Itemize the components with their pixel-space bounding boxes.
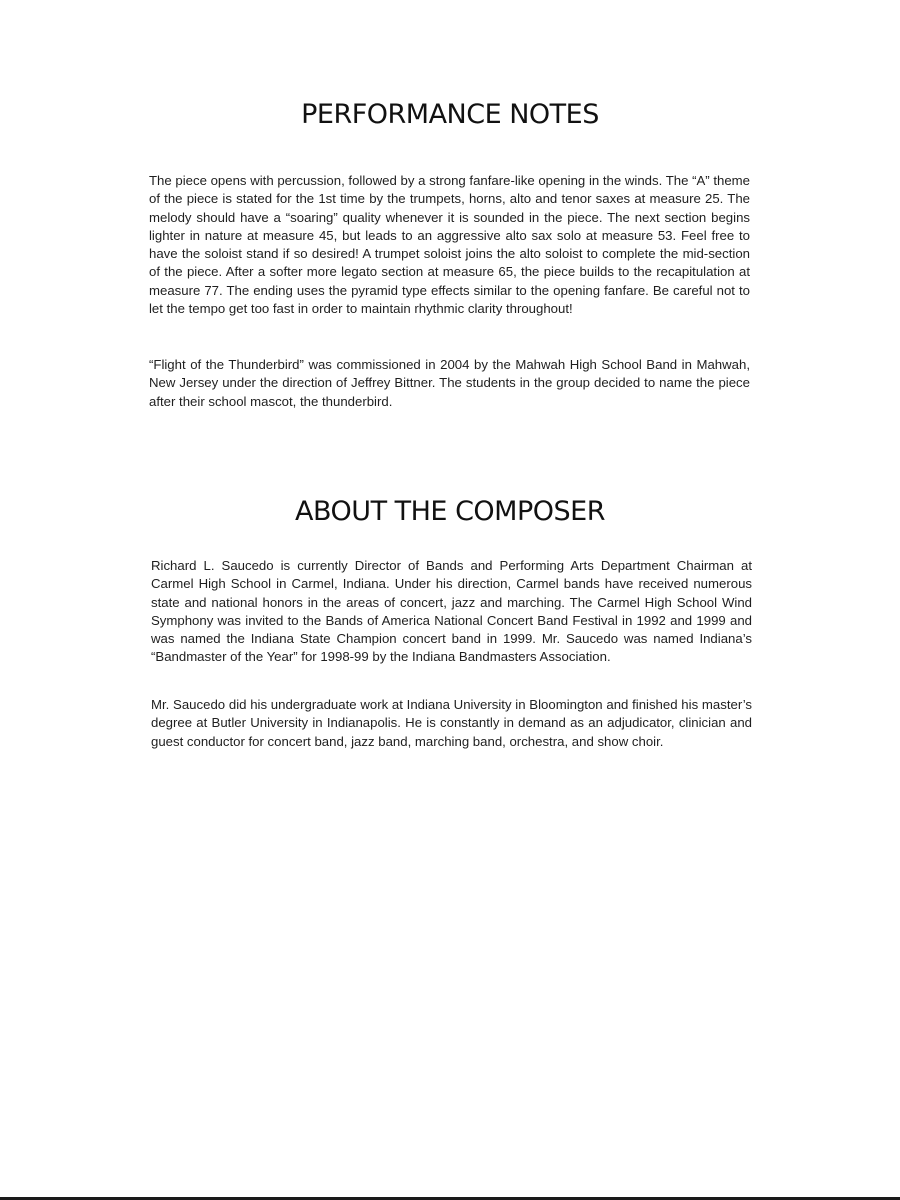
about-composer-heading: ABOUT THE COMPOSER [295, 496, 605, 527]
about-composer-paragraph-2: Mr. Saucedo did his undergraduate work at Indiana University in Bloomington and finished his master’s degree at Butler University in Indianapolis. He is constantly in demand as an adjudicator, clinician and guest conductor for concert band, jazz band, marching band, orchestra, and show choir. [151, 697, 752, 749]
about-composer-paragraph-1: Richard L. Saucedo is currently Director of Bands and Performing Arts Department Chairman at Carmel High School in Carmel, Indiana. Under his direction, Carmel bands have received numerous state and national honors in the areas of concert, jazz and marching. The Carmel High School Wind Symphony was invited to the Bands of America National Concert Band Festival in 1992 and 1999 and was named the Indiana State Champion concert band in 1999. Mr. Saucedo was named Indiana’s “Bandmaster of the Year” for 1998-99 by the Indiana Bandmasters Association. [151, 558, 752, 665]
performance-notes-paragraph-1: The piece opens with percussion, followed by a strong fanfare-like opening in the winds. The “A” theme of the piece is stated for the 1st time by the trumpets, horns, alto and tenor saxes at measure 25. The melody should have a “soaring” quality whenever it is sounded in the piece. The next section begins lighter in nature at measure 45, but leads to an aggressive alto sax solo at measure 53. Feel free to have the soloist stand if so desired! A trumpet soloist joins the alto soloist to complete the mid-section of the piece. After a softer more legato section at measure 65, the piece builds to the recapitulation at measure 77. The ending uses the pyramid type effects similar to the opening fanfare. Be careful not to let the tempo get too fast in order to maintain rhythmic clarity throughout! [149, 173, 750, 317]
performance-notes-heading: PERFORMANCE NOTES [301, 99, 599, 130]
performance-notes-paragraph-2: “Flight of the Thunderbird” was commissioned in 2004 by the Mahwah High School Band in Mahwah, New Jersey under the direction of Jeffrey Bittner. The students in the group decided to name the piece after their school mascot, the thunderbird. [149, 357, 750, 409]
